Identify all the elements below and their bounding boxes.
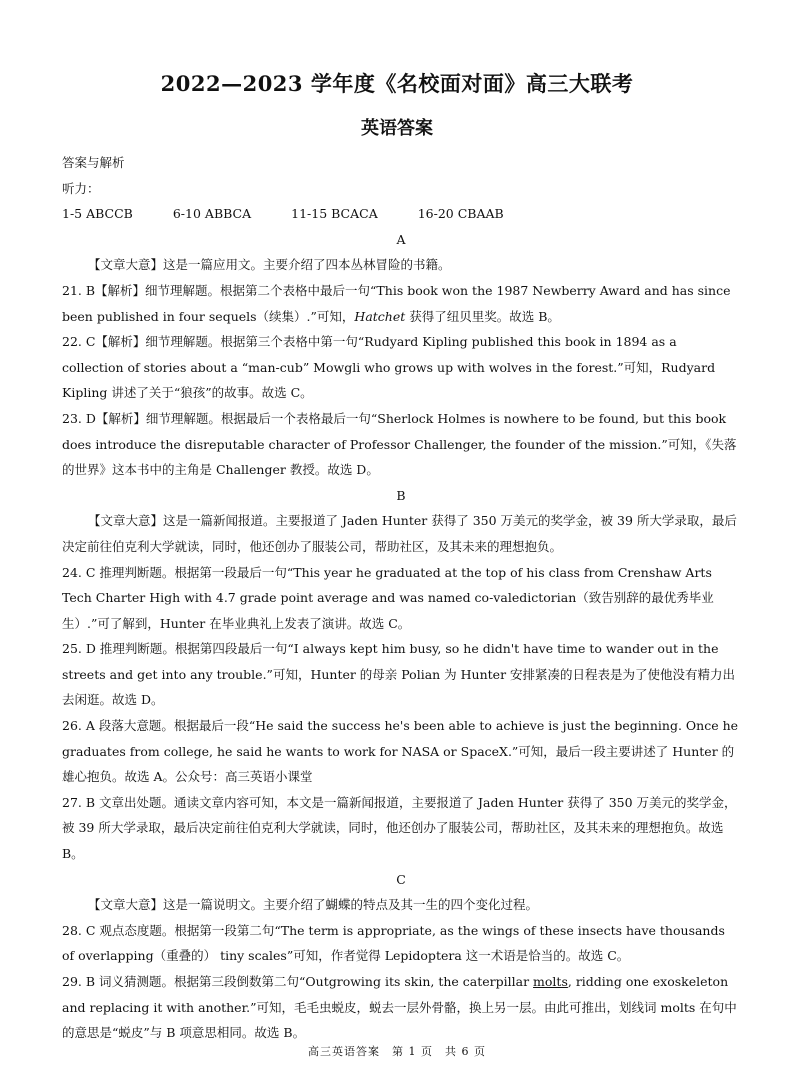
answer-23: 23. D【解析】细节理解题。根据最后一个表格最后一句“Sherlock Holmes is nowhere to be found, but this book does introduce the disreputable character of Professor Challenger, the founder of the mission.”可知，《失落的世界》这本书中的主角是 Challenger 教授。故选 D。 — [62, 410, 737, 478]
page-subtitle: 英语答案 — [361, 118, 433, 139]
answer-21-text: 21. B【解析】细节理解题。根据第二个表格中最后一句“This book won the 1987 Newberry Award and has since been published in four sequels（续集）.”可知， — [62, 282, 731, 324]
answer-21-book-title: Hatchet — [354, 308, 406, 324]
answer-29-underlined-word: molts — [533, 974, 568, 989]
answer-21-text-end: 获得了纽贝里奖。故选 B。 — [405, 308, 560, 324]
answer-22: 22. C【解析】细节理解题。根据第三个表格中第一句“Rudyard Kipling published this book in 1894 as a collection of stories about a “man-cub” Mowgli who grows up with wolves in the forest.”可知，Rudyard Kipling 讲述了关于“狼孩”的故事。故选 C。 — [62, 334, 716, 401]
answer-28: 28. C 观点态度题。根据第一段第二句“The term is appropriate, as the wings of these insects have thousands of overlapping（重叠的） tiny scales”可知，作者觉得 Lepidoptera 这一术语是恰当的。故选 C。 — [62, 922, 725, 964]
page-title: 2022—2023 学年度《名校面对面》高三大联考 — [160, 71, 634, 96]
listening-answer-group: 11-15 BCACA — [291, 206, 378, 222]
answer-25: 25. D 推理判断题。根据第四段最后一句“I always kept him busy, so he didn't have time to wander out in the streets and get into any trouble.”可知，Hunter 的母亲 Polian 为 Hunter 安排紧凑的日程表是为了使他没有精力出去闲逛。故选 D。 — [62, 641, 736, 708]
listening-answers — [62, 201, 740, 227]
section-b-summary: 【文章大意】这是一篇新闻报道。主要报道了 Jaden Hunter 获得了 350 万美元的奖学金，被 39 所大学录取，最后决定前往伯克利大学就读，同时，他还创办了服装公司，帮助社区，及其未来的理想抱负。 — [62, 513, 737, 554]
answer-29-text-end: , ridding one exoskeleton and replacing it with another.”可知，毛毛虫蜕皮，蜕去一层外骨骼，换上另一层。由此可推出，划线词 molts 在句中的意思是“蜕皮”与 B 项意思相同。故选 B。 — [62, 974, 737, 1041]
answer-body — [62, 150, 740, 1046]
listening-answer-group: 16-20 CBAAB — [417, 206, 504, 222]
answer-27: 27. B 文章出处题。通读文章内容可知，本文是一篇新闻报道，主要报道了 Jaden Hunter 获得了 350 万美元的奖学金，被 39 所大学录取，最后决定前往伯克利大学就读，同时，他还创办了服装公司，帮助社区，及其未来的理想抱负。故选 B。 — [62, 794, 737, 862]
listening-label: 听力： — [62, 180, 100, 196]
section-a-summary: 【文章大意】这是一篇应用文。主要介绍了四本丛林冒险的书籍。 — [88, 257, 451, 273]
listening-answer-group: 1-5 ABCCB — [62, 206, 133, 222]
answer-21 — [62, 278, 740, 329]
section-c-summary: 【文章大意】这是一篇说明文。主要介绍了蝴蝶的特点及其一生的四个变化过程。 — [88, 897, 539, 913]
answer-26: 26. A 段落大意题。根据最后一段“He said the success he's been able to achieve is just the beginning. Once he graduates from college, he said he wants to work for NASA or SpaceX.”可知，最后一段主要讲述了 Hunter 的雄心抱负。故选 A。公众号：高三英语小课堂 — [62, 718, 739, 785]
listening-answer-group: 6-10 ABBCA — [172, 206, 252, 222]
page-footer: 高三英语答案 第 1 页 共 6 页 — [308, 1045, 486, 1058]
section-b-heading: B — [396, 487, 406, 503]
section-c-heading: C — [396, 871, 406, 887]
answers-heading: 答案与解析 — [62, 155, 125, 170]
answer-29 — [62, 969, 740, 1046]
answer-24: 24. C 推理判断题。根据第一段最后一句“This year he graduated at the top of his class from Crenshaw Arts Tech Charter High with 4.7 grade point average and was named co-valedictorian（致告别辞的最优秀毕业生）.”可了解到，Hunter 在毕业典礼上发表了演讲。故选 C。 — [62, 564, 714, 631]
answer-29-text: 29. B 词义猜测题。根据第三段倒数第二句“Outgrowing its skin, the caterpillar — [62, 974, 534, 989]
section-a-heading: A — [396, 231, 406, 247]
